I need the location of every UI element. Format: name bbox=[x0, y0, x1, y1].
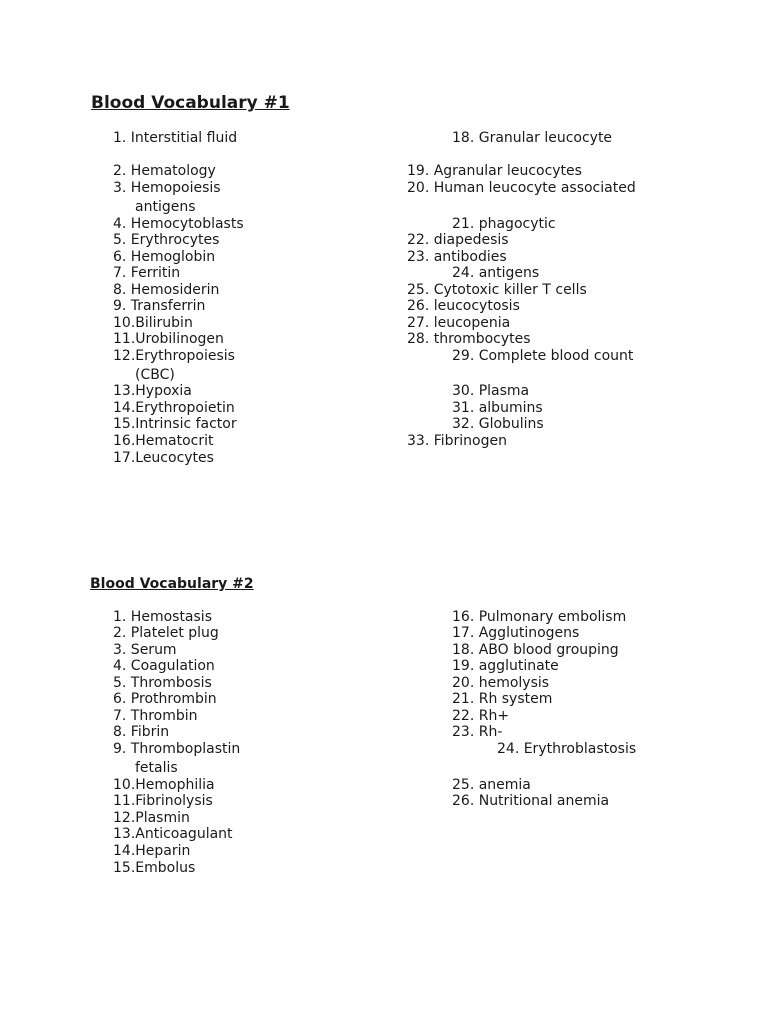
vocab-item: 10.Bilirubin bbox=[113, 315, 193, 331]
vocab-item: 27. leucopenia bbox=[407, 315, 511, 331]
vocab-item: 31. albumins bbox=[452, 400, 543, 416]
vocab-item: 11.Urobilinogen bbox=[113, 331, 224, 347]
vocab-item: 9. Transferrin bbox=[113, 298, 206, 314]
vocab-item: 19. agglutinate bbox=[452, 658, 559, 674]
vocab-item: 6. Hemoglobin bbox=[113, 249, 216, 265]
vocab-item: 16.Hematocrit bbox=[113, 433, 214, 449]
vocab-item: 30. Plasma bbox=[452, 383, 530, 399]
vocab-item: 25. anemia bbox=[452, 777, 531, 793]
vocab-item: 22. Rh+ bbox=[452, 708, 510, 724]
vocab-item: 15.Intrinsic factor bbox=[113, 416, 237, 432]
vocab-item: 2. Platelet plug bbox=[113, 625, 219, 641]
vocab-item: 16. Pulmonary embolism bbox=[452, 609, 627, 625]
vocab-item: 23. Rh- bbox=[452, 724, 503, 740]
vocab-item: 11.Fibrinolysis bbox=[113, 793, 213, 809]
vocab-item: 15.Embolus bbox=[113, 860, 196, 876]
vocab-item: 24. Erythroblastosis bbox=[497, 741, 637, 757]
vocab-item: 17. Agglutinogens bbox=[452, 625, 580, 641]
vocab-item: 17.Leucocytes bbox=[113, 450, 214, 466]
vocab-item-continuation: (CBC) bbox=[135, 367, 175, 383]
vocab-item: 21. Rh system bbox=[452, 691, 553, 707]
vocab-item: 5. Erythrocytes bbox=[113, 232, 220, 248]
vocab-item: 21. phagocytic bbox=[452, 216, 556, 232]
vocab-item: 12.Plasmin bbox=[113, 810, 190, 826]
vocab-item: 18. Granular leucocyte bbox=[452, 130, 613, 146]
vocab-item: 33. Fibrinogen bbox=[407, 433, 507, 449]
vocab-item: 18. ABO blood grouping bbox=[452, 642, 619, 658]
vocab-item: 5. Thrombosis bbox=[113, 675, 212, 691]
vocab-item: 26. Nutritional anemia bbox=[452, 793, 610, 809]
vocab-item: 26. leucocytosis bbox=[407, 298, 520, 314]
vocab-item: 29. Complete blood count bbox=[452, 348, 634, 364]
section-2-title: Blood Vocabulary #2 bbox=[90, 576, 254, 592]
vocab-item: 10.Hemophilia bbox=[113, 777, 215, 793]
vocab-item: 8. Hemosiderin bbox=[113, 282, 220, 298]
vocab-item: 2. Hematology bbox=[113, 163, 216, 179]
vocab-item: 20. hemolysis bbox=[452, 675, 550, 691]
vocab-item: 3. Hemopoiesis bbox=[113, 180, 221, 196]
vocab-item-continuation: fetalis bbox=[135, 760, 178, 776]
vocab-item: 12.Erythropoiesis bbox=[113, 348, 235, 364]
vocab-item: 20. Human leucocyte associated bbox=[407, 180, 636, 196]
vocab-item: 3. Serum bbox=[113, 642, 177, 658]
vocab-item: 32. Globulins bbox=[452, 416, 544, 432]
vocab-item: 28. thrombocytes bbox=[407, 331, 531, 347]
vocab-item: 13.Hypoxia bbox=[113, 383, 192, 399]
vocab-item: 8. Fibrin bbox=[113, 724, 170, 740]
vocab-item: 14.Heparin bbox=[113, 843, 191, 859]
vocab-item: 6. Prothrombin bbox=[113, 691, 217, 707]
vocab-item: 7. Thrombin bbox=[113, 708, 198, 724]
vocab-item: 22. diapedesis bbox=[407, 232, 509, 248]
vocab-item: 13.Anticoagulant bbox=[113, 826, 233, 842]
vocab-item: 25. Cytotoxic killer T cells bbox=[407, 282, 587, 298]
vocab-item: 1. Hemostasis bbox=[113, 609, 212, 625]
vocab-item: 7. Ferritin bbox=[113, 265, 181, 281]
vocab-item: 1. Interstitial fluid bbox=[113, 130, 238, 146]
vocab-item: 4. Coagulation bbox=[113, 658, 215, 674]
vocab-item: 14.Erythropoietin bbox=[113, 400, 235, 416]
vocab-item: 23. antibodies bbox=[407, 249, 507, 265]
vocab-item: 4. Hemocytoblasts bbox=[113, 216, 244, 232]
vocab-item: 9. Thromboplastin bbox=[113, 741, 241, 757]
vocab-item: 24. antigens bbox=[452, 265, 540, 281]
section-1-title: Blood Vocabulary #1 bbox=[91, 93, 290, 113]
vocab-item: 19. Agranular leucocytes bbox=[407, 163, 582, 179]
vocab-item-continuation: antigens bbox=[135, 199, 196, 215]
